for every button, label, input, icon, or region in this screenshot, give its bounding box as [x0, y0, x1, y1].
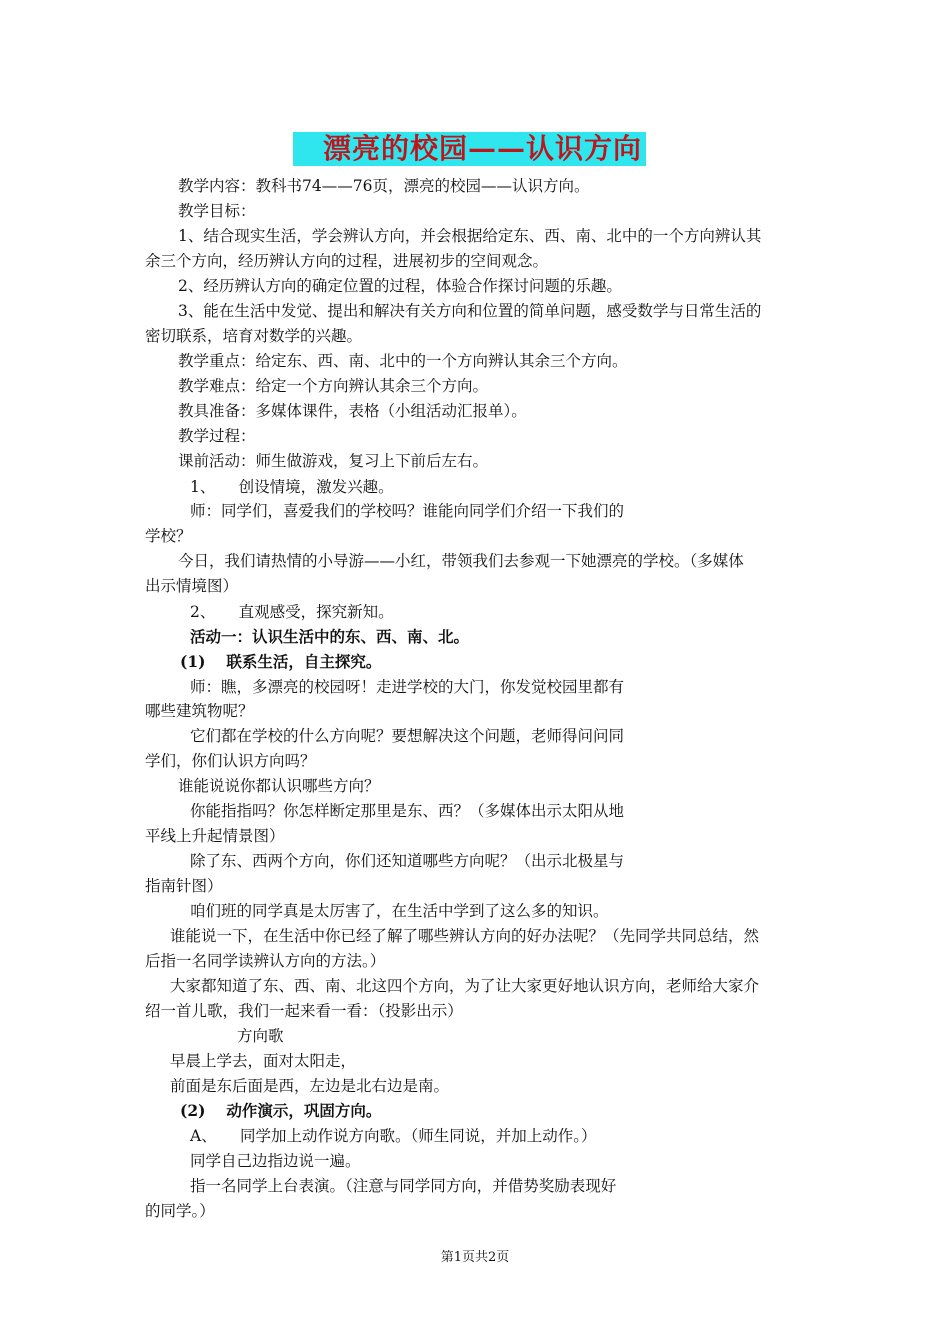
text-line: 除了东、西两个方向，你们还知道哪些方向呢？（出示北极星与 [190, 852, 625, 870]
text-line: 哪些建筑物呢？ [145, 702, 254, 720]
text-line: 咱们班的同学真是太厉害了，在生活中学到了这么多的知识。 [190, 902, 609, 920]
text-line: 教学难点：给定一个方向辨认其余三个方向。 [178, 377, 489, 395]
text-line: (2) 动作演示，巩固方向。 [180, 1101, 382, 1120]
text-line: 出示情境图） [145, 577, 239, 595]
text-line: 方向歌 [237, 1027, 284, 1045]
text-line: 后指一名同学读辨认方向的方法。） [145, 952, 386, 970]
text-line: 3、能在生活中发觉、提出和解决有关方向和位置的简单问题，感受数学与日常生活的 [178, 302, 762, 320]
page-title: 漂亮的校园——认识方向 [323, 132, 643, 165]
text-line: 密切联系，培育对数学的兴趣。 [145, 327, 363, 345]
text-line: A、 同学加上动作说方向歌。（师生同说，并加上动作。） [190, 1127, 597, 1145]
text-line: 师：瞧，多漂亮的校园呀！走进学校的大门，你发觉校园里都有 [190, 678, 625, 696]
text-line: 今日，我们请热情的小导游——小红，带领我们去参观一下她漂亮的学校。（多媒体 [178, 552, 744, 570]
text-line: (1) 联系生活，自主探究。 [180, 652, 382, 671]
text-line: 余三个方向，经历辨认方向的过程，进展初步的空间观念。 [145, 252, 549, 270]
text-line: 活动一：认识生活中的东、西、南、北。 [190, 627, 470, 646]
title-highlight [293, 132, 646, 166]
text-line: 教学过程： [178, 427, 256, 445]
text-line: 1、 创设情境，激发兴趣。 [190, 478, 394, 496]
text-line: 学们，你们认识方向吗？ [145, 752, 316, 770]
text-line: 指一名同学上台表演。（注意与同学同方向，并借势奖励表现好 [190, 1177, 617, 1195]
page-footer: 第1页共2页 [440, 1250, 510, 1265]
text-line: 它们都在学校的什么方向呢？要想解决这个问题，老师得问问同 [190, 727, 625, 745]
text-line: 同学自己边指边说一遍。 [190, 1152, 361, 1170]
text-line: 绍一首儿歌，我们一起来看一看：（投影出示） [145, 1002, 463, 1020]
text-line: 学校？ [145, 527, 192, 545]
text-line: 课前活动：师生做游戏，复习上下前后左右。 [178, 452, 489, 470]
text-line: 你能指指吗？你怎样断定那里是东、西？（多媒体出示太阳从地 [190, 802, 625, 820]
text-line: 早晨上学去，面对太阳走， [170, 1052, 357, 1070]
text-line: 教具准备：多媒体课件，表格（小组活动汇报单）。 [178, 402, 527, 420]
text-line: 前面是东后面是西，左边是北右边是南。 [170, 1077, 450, 1095]
text-line: 平线上升起情景图） [145, 827, 285, 845]
text-line: 教学重点：给定东、西、南、北中的一个方向辨认其余三个方向。 [178, 352, 628, 370]
text-line: 1、结合现实生活，学会辨认方向，并会根据给定东、西、南、北中的一个方向辨认其 [178, 227, 762, 245]
text-line: 教学内容：教科书74——76页，漂亮的校园——认识方向。 [178, 177, 590, 195]
text-line: 师：同学们，喜爱我们的学校吗？谁能向同学们介绍一下我们的 [190, 502, 625, 520]
text-line: 谁能说一下，在生活中你已经了解了哪些辨认方向的好办法呢？（先同学共同总结，然 [170, 927, 760, 945]
text-line: 教学目标： [178, 202, 256, 220]
text-line: 谁能说说你都认识哪些方向？ [178, 777, 380, 795]
text-line: 指南针图） [145, 877, 223, 895]
text-line: 2、 直观感受，探究新知。 [190, 603, 394, 621]
text-line: 的同学。） [145, 1202, 215, 1220]
text-line: 2、经历辨认方向的确定位置的过程，体验合作探讨问题的乐趣。 [178, 277, 622, 295]
text-line: 大家都知道了东、西、南、北这四个方向，为了让大家更好地认识方向，老师给大家介 [170, 977, 760, 995]
